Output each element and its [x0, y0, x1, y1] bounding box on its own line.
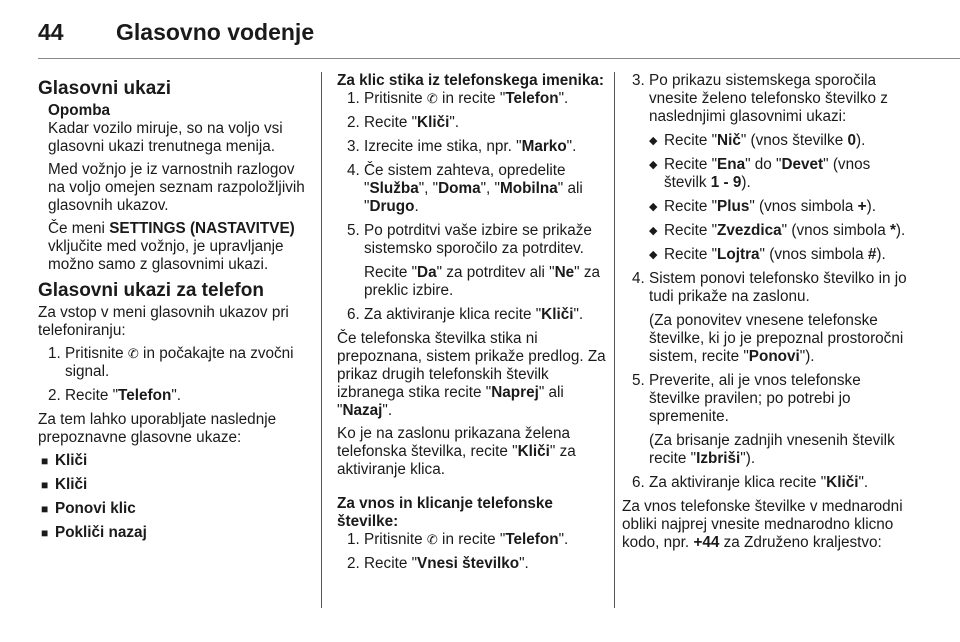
commands-list: [38, 452, 306, 542]
subheading-contact-call: Za klic stika iz telefonskega imenika:: [337, 72, 604, 89]
steps-list: [337, 531, 607, 573]
note-paragraph: Če meni SETTINGS (NASTAVITVE) vključite med vožnjo, je upravljanje možno samo z glasovnimi ukazi.: [48, 220, 295, 273]
note-box: [38, 102, 306, 274]
steps-list: [337, 90, 607, 324]
steps-list: [622, 72, 912, 492]
square-bullet-icon: ■: [41, 502, 49, 516]
diamond-bullet-icon: ◆: [649, 225, 658, 237]
list-item: ■ Pokliči nazaj: [41, 524, 147, 541]
column-3: [622, 72, 912, 557]
column-divider-1: [321, 72, 322, 608]
column-divider-2: [614, 72, 615, 608]
list-item: 4. Sistem ponovi telefonsko številko in jo tudi prikaže na zaslonu. (Za ponovitev vnesene telefonske številke, ki jo je prepoznal prostoročni sistem, recite "Ponovi").: [632, 270, 907, 365]
section-heading-phone-commands: Glasovni ukazi za telefon: [38, 280, 264, 301]
page-header: [38, 18, 314, 46]
list-item: 6. Za aktiviranje klica recite "Kliči".: [347, 306, 584, 323]
list-item: ◆ Recite "Lojtra" (vnos simbola #).: [649, 246, 886, 263]
note-paragraph: Med vožnjo je iz varnostnih razlogov na voljo omejen seznam razpoložljivih glasovnih ukazov.: [48, 161, 305, 214]
diamond-bullet-icon: ◆: [649, 159, 658, 171]
list-item: ◆ Recite "Plus" (vnos simbola +).: [649, 198, 876, 215]
list-item: 1. Pritisnite ✆ in recite "Telefon".: [347, 531, 569, 548]
column-2: [337, 72, 607, 579]
list-item: 3. Izrecite ime stika, npr. "Marko".: [347, 138, 577, 155]
phone-handset-icon: ✆: [127, 346, 139, 361]
list-item: 2. Recite "Kliči".: [347, 114, 460, 131]
list-item: ■ Kliči: [41, 476, 88, 493]
steps-list: [38, 345, 306, 405]
diamond-bullet-icon: ◆: [649, 135, 658, 147]
subheading-dial-number: Za vnos in klicanje telefonske številke:: [337, 495, 553, 530]
paragraph: Če telefonska številka stika ni prepoznana, sistem prikaže predlog. Za prikaz drugih telefonskih številk izbranega stika recite "Naprej" ali "Nazaj".: [337, 330, 606, 419]
list-item: 1. Pritisnite ✆ in počakajte na zvočni signal.: [48, 345, 294, 380]
phone-handset-icon: ✆: [426, 532, 438, 547]
list-item: ◆ Recite "Nič" (vnos številke 0).: [649, 132, 866, 149]
list-item: 6. Za aktiviranje klica recite "Kliči".: [632, 474, 869, 491]
list-item: ◆ Recite "Zvezdica" (vnos simbola *).: [649, 222, 906, 239]
note-heading: Opomba: [48, 102, 111, 119]
square-bullet-icon: ■: [41, 478, 49, 492]
list-item: 1. Pritisnite ✆ in recite "Telefon".: [347, 90, 569, 107]
list-item: ■ Kliči: [41, 452, 88, 469]
note-paragraph: Kadar vozilo miruje, so na voljo vsi glasovni ukazi trenutnega menija.: [48, 120, 283, 155]
paragraph: Za vnos telefonske številke v mednarodni obliki najprej vnesite mednarodno klicno kodo, npr. +44 za Združeno kraljestvo:: [622, 498, 903, 551]
after-paragraph: Za tem lahko uporabljate naslednje prepoznavne glasovne ukaze:: [38, 411, 277, 446]
list-item: 4. Če sistem zahteva, opredelite "Služba", "Doma", "Mobilna" ali "Drugo.: [347, 162, 583, 215]
square-bullet-icon: ■: [41, 526, 49, 540]
diamond-bullet-icon: ◆: [649, 249, 658, 261]
list-item: 3. Po prikazu sistemskega sporočila vnesite želeno telefonsko številko z naslednjimi glasovnimi ukazi: ◆ Recite "Nič" (vnos številke 0). ◆ Recite "Ena" do "Devet" (vnos številk 1 - 9). ◆ Recite "Plus" (vnos simbola +). ◆ Recite "Zvezdica" (vnos simbola *). ◆ Recite "Lojtra" (vnos simbola #).: [622, 72, 912, 264]
section-heading-voice-commands: Glasovni ukazi: [38, 78, 172, 99]
digit-commands-list: [649, 132, 912, 264]
list-item: ◆ Recite "Ena" do "Devet" (vnos številk 1 - 9).: [649, 156, 871, 191]
header-rule: [38, 58, 960, 59]
page-title: Glasovno vodenje: [116, 19, 315, 45]
phone-handset-icon: ✆: [426, 91, 438, 106]
page-number: 44: [38, 19, 64, 45]
paragraph: Ko je na zaslonu prikazana želena telefonska številka, recite "Kliči" za aktiviranje klica.: [337, 425, 576, 478]
list-item: 5. Po potrditvi vaše izbire se prikaže sistemsko sporočilo za potrditev. Recite "Da" za potrditev ali "Ne" za preklic izbire.: [347, 222, 601, 299]
column-1: [38, 72, 306, 548]
diamond-bullet-icon: ◆: [649, 201, 658, 213]
list-item: 2. Recite "Telefon".: [48, 387, 181, 404]
list-item: 2. Recite "Vnesi številko".: [347, 555, 529, 572]
list-item: 5. Preverite, ali je vnos telefonske številke pravilen; po potrebi jo spremenite. (Za brisanje zadnjih vnesenih številk recite "Izbriši").: [632, 372, 895, 467]
square-bullet-icon: ■: [41, 454, 49, 468]
list-item: ■ Ponovi klic: [41, 500, 136, 517]
intro-paragraph: Za vstop v meni glasovnih ukazov pri telefoniranju:: [38, 304, 289, 339]
